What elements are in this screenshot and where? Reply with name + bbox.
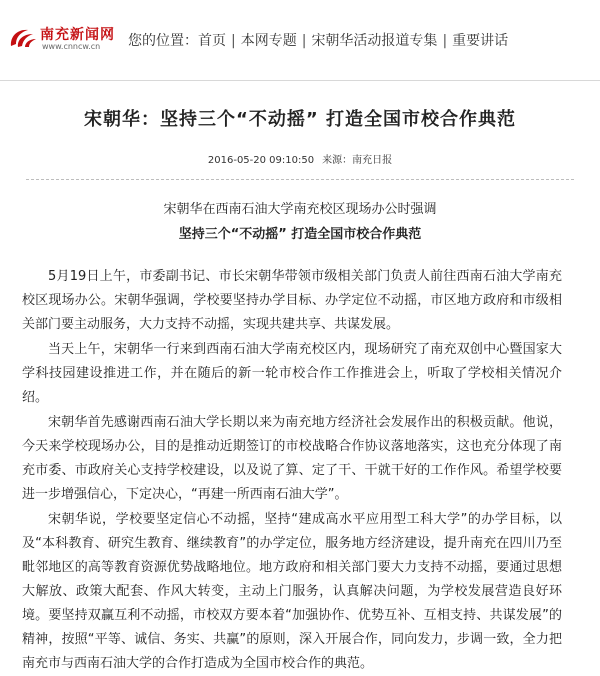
article-source: 来源：南充日报 — [322, 155, 393, 166]
breadcrumb-separator: | — [301, 33, 307, 49]
article-paragraph: 当天上午，宋朝华一行来到西南石油大学南充校区内，现场研究了南充双创中心暨国家大学科技园建设推进工作，并在随后的新一轮市校合作工作推进会上，听取了学校相关情况介绍。 — [22, 342, 562, 405]
article-title: 宋朝华：坚持三个“不动摇” 打造全国市校合作典范 — [84, 109, 516, 130]
breadcrumb-special-collection[interactable]: 宋朝华活动报道专集 — [311, 33, 438, 49]
logo-name: 南充新闻网 — [40, 27, 115, 43]
breadcrumb-topics[interactable]: 本网专题 — [240, 33, 297, 49]
article-meta — [0, 154, 600, 168]
article-paragraph: 宋朝华说，学校要坚定信心不动摇，坚持“建成高水平应用型工科大学”的办学目标，以及“本科教育、研究生教育、继续教育”的办学定位，服务地方经济建设，提升南充在四川乃至毗邻地区的高等教育资源优势战略地位。地方政府和相关部门要大力支持不动摇，要通过思想大解放、政策大配套、作风大转变，主动上门服务，认真解决问题，为学校发展营造良好环境。要坚持双赢互利不动摇，市校双方要本着“加强协作、优势互补、互相支持、共谋发展”的精神，按照“平等、诚信、务实、共赢”的原则，深入开展合作，同向发力，步调一致，全力把南充市与西南石油大学的合作打造成为全国市校合作的典范。 — [22, 512, 562, 671]
site-logo[interactable] — [8, 24, 120, 54]
breadcrumb-separator: | — [231, 33, 236, 49]
breadcrumb-separator: | — [442, 33, 448, 49]
article-paragraph: 宋朝华首先感谢西南石油大学长期以来为南充地方经济社会发展作出的积极贡献。他说，今天来学校现场办公，目的是推动近期签订的市校战略合作协议落地落实，这也充分体现了南充市委、市政府关心支持学校建设，以及说了算、定了干、干就干好的工作作风。希望学校要进一步增强信心，下定决心，“再建一所西南石油大学”。 — [22, 415, 562, 502]
article-subtitle-lead: 宋朝华在西南石油大学南充校区现场办公时强调 — [163, 202, 437, 217]
article-paragraph: 5月19日上午，市委副书记、市长宋朝华带领市级相关部门负责人前往西南石油大学南充校区现场办公。宋朝华强调，学校要坚持办学目标、办学定位不动摇，市区地方政府和市级相关部门要主动服务，大力支持不动摇，实现共建共享、共谋发展。 — [22, 269, 562, 332]
article-datetime: 2016-05-20 09:10:50 — [207, 155, 315, 166]
title-divider — [26, 179, 574, 180]
breadcrumb-home[interactable]: 首页 — [198, 33, 226, 49]
breadcrumb-prefix: 您的位置： — [128, 33, 198, 49]
article-body — [0, 265, 600, 676]
breadcrumb-important-speeches[interactable]: 重要讲话 — [452, 33, 509, 49]
breadcrumb — [128, 30, 508, 50]
nanchong-news-logo-icon — [8, 26, 38, 50]
site-header — [0, 0, 600, 81]
article-subtitle-main: 坚持三个“不动摇” 打造全国市校合作典范 — [178, 227, 422, 242]
logo-url: www.cnncw.cn — [42, 42, 101, 51]
